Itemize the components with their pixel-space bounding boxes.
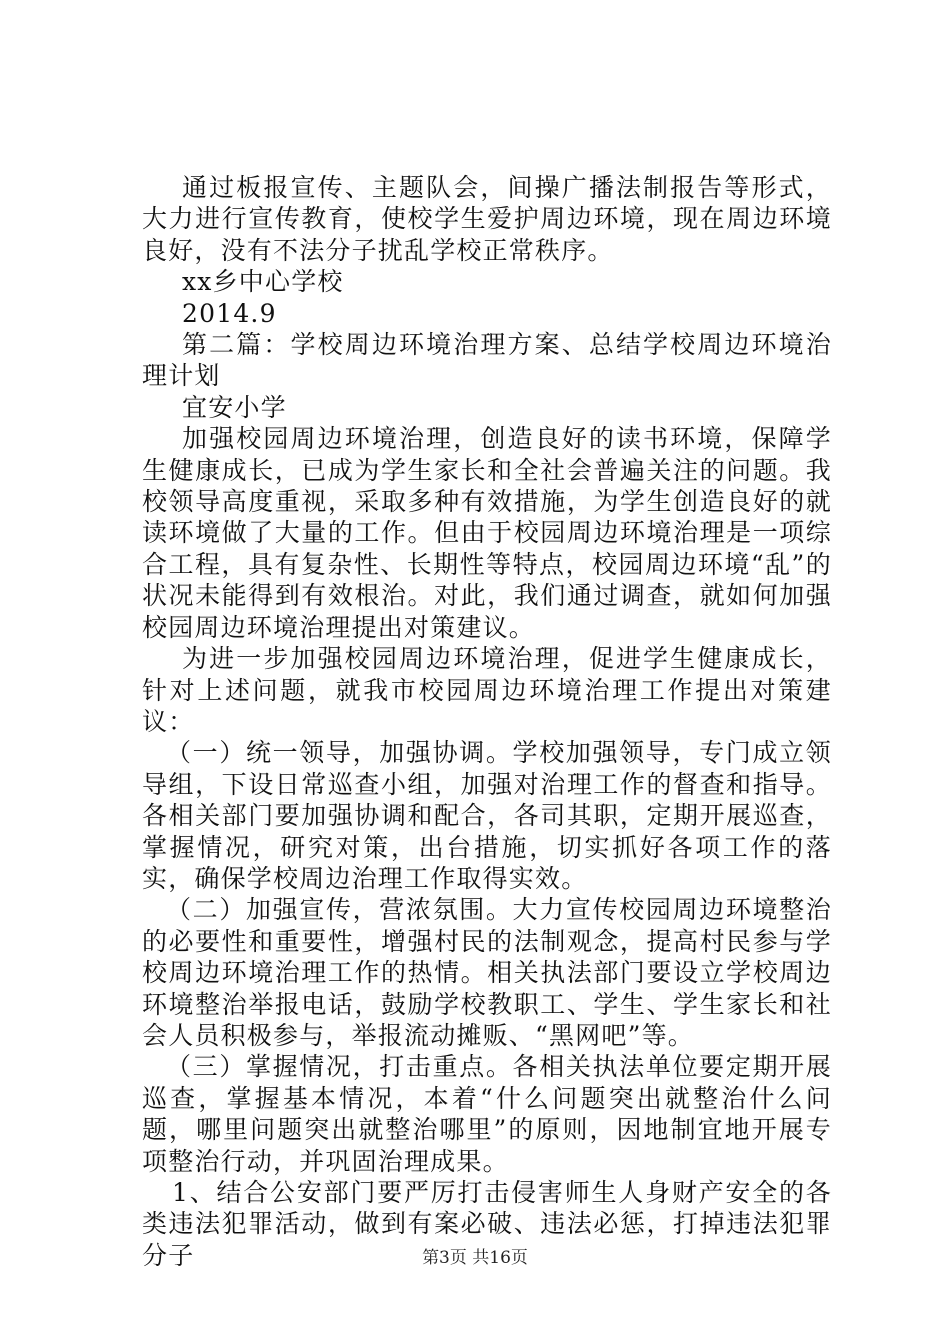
paragraph-introduction: 加强校园周边环境治理，创造良好的读书环境，保障学生健康成长，已成为学生家长和全社会普遍关注的问题。我校领导高度重视，采取多种有效措施，为学生创造良好的就读环境做了大量的工作。但由于校园周边环境治理是一项综合工程，具有复杂性、长期性等特点，校园周边环境“乱”的状况未能得到有效根治。对此，我们通过调查，就如何加强校园周边环境治理提出对策建议。 <box>142 424 832 642</box>
signature-date: 2014.9 <box>182 298 277 328</box>
page-number-footer: 第3页 共16页 <box>422 1248 528 1268</box>
section-heading: 第二篇：学校周边环境治理方案、总结学校周边环境治理计划 <box>142 330 832 391</box>
paragraph-item-two: （二）加强宣传，营浓氛围。大力宣传校园周边环境整治的必要性和重要性，增强村民的法制观念，提高村民参与学校周边环境治理工作的热情。相关执法部门要设立学校周边环境整治举报电话，鼓励学校教职工、学生、学生家长和社会人员积极参与，举报流动摊贩、“黑网吧”等。 <box>142 895 832 1050</box>
paragraph-proposal-lead: 为进一步加强校园周边环境治理，促进学生健康成长，针对上述问题，就我市校园周边环境治理工作提出对策建议： <box>142 644 832 736</box>
paragraph-item-one: （一）统一领导，加强协调。学校加强领导，专门成立领导组，下设日常巡查小组，加强对治理工作的督查和指导。各相关部门要加强协调和配合，各司其职，定期开展巡查，掌握情况，研究对策，出台措施，切实抓好各项工作的落实，确保学校周边治理工作取得实效。 <box>142 738 832 893</box>
paragraph-subitem-one: 1、结合公安部门要严厉打击侵害师生人身财产安全的各类违法犯罪活动，做到有案必破、违法必惩，打掉违法犯罪分子 <box>142 1178 832 1270</box>
school-signature: xx乡中心学校 <box>182 267 344 297</box>
paragraph-item-three: （三）掌握情况，打击重点。各相关执法单位要定期开展巡查，掌握基本情况，本着“什么问题突出就整治什么问题，哪里问题突出就整治哪里”的原则，因地制宜地开展专项整治行动，并巩固治理成果。 <box>142 1052 832 1176</box>
school-name: 宜安小学 <box>182 392 287 422</box>
document-body <box>142 172 832 1271</box>
paragraph-publicity-summary: 通过板报宣传、主题队会，间操广播法制报告等形式，大力进行宣传教育，使校学生爱护周边环境，现在周边环境良好，没有不法分子扰乱学校正常秩序。 <box>142 173 832 265</box>
